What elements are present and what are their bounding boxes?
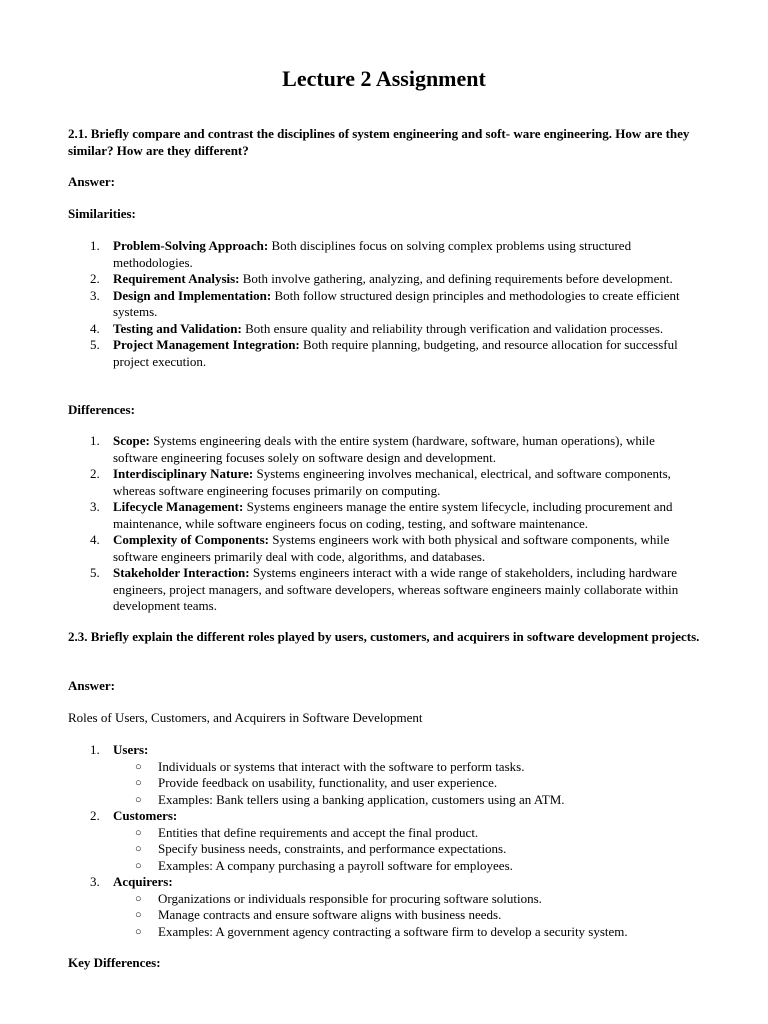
question-2-1: 2.1. Briefly compare and contrast the disciplines of system engineering and soft- ware engineering. How are they similar? How are they different? — [68, 126, 690, 158]
list-text: Systems engineers interact with a wide range of stakeholders, including hardware engineers, project managers, and software developers, whereas software engineers mainly collaborate within development teams. — [113, 565, 679, 613]
list-text: Systems engineers manage the entire system lifecycle, including procurement and maintenance, while software engineers focus on coding, testing, and software maintenance. — [113, 499, 673, 531]
list-term: Testing and Validation: — [113, 320, 242, 336]
circle-bullet-icon: ○ — [135, 843, 142, 855]
similarities-heading: Similarities: — [68, 206, 136, 221]
circle-bullet-icon: ○ — [135, 925, 142, 938]
list-item — [68, 808, 700, 874]
sub-list-item — [113, 775, 700, 792]
circle-bullet-icon: ○ — [135, 826, 142, 839]
list-item — [68, 874, 700, 940]
sub-list-item — [113, 825, 700, 842]
list-term: Customers: — [113, 808, 178, 823]
list-number: 5. — [90, 565, 100, 580]
list-text: Both involve gathering, analyzing, and defining requirements before development. — [239, 271, 673, 286]
list-item — [68, 466, 700, 499]
list-term: Complexity of Components: — [113, 532, 269, 547]
list-number: 1. — [90, 742, 100, 757]
list-number: 2. — [90, 808, 100, 823]
sub-list-text: Examples: A company purchasing a payroll software for employees. — [158, 857, 513, 873]
list-item — [68, 271, 700, 288]
list-number: 4. — [90, 320, 100, 336]
sub-list-item — [113, 891, 700, 908]
sub-list — [113, 891, 700, 941]
list-term: Interdisciplinary Nature: — [113, 466, 254, 481]
circle-bullet-icon: ○ — [135, 760, 142, 773]
list-term: Design and Implementation: — [113, 287, 272, 303]
list-number: 1. — [90, 238, 100, 253]
sub-list-item — [113, 924, 700, 941]
list-item — [68, 532, 700, 565]
sub-list-text: Individuals or systems that interact with the software to perform tasks. — [158, 758, 525, 774]
answer-label-2: Answer: — [68, 678, 115, 693]
list-text: Systems engineering involves mechanical, electrical, and software components, whereas software engineering focuses primarily on computing. — [113, 466, 671, 498]
circle-bullet-icon: ○ — [135, 892, 142, 905]
list-term: Project Management Integration: — [113, 337, 300, 352]
roles-list — [68, 742, 700, 940]
sub-list — [113, 825, 700, 875]
list-text: Both follow structured design principles and methodologies to create efficient systems. — [113, 287, 680, 319]
list-number: 4. — [90, 532, 100, 547]
sub-list-text: Organizations or individuals responsible for procuring software solutions. — [158, 890, 542, 906]
sub-list-text: Entities that define requirements and accept the final product. — [158, 824, 479, 840]
list-number: 2. — [90, 271, 100, 286]
circle-bullet-icon: ○ — [135, 909, 142, 921]
key-differences-heading: Key Differences: — [68, 955, 161, 970]
sub-list-text: Manage contracts and ensure software aligns with business needs. — [158, 907, 502, 922]
list-item — [68, 238, 700, 271]
sub-list-item — [113, 792, 700, 809]
list-number: 5. — [90, 337, 100, 352]
list-text: Both require planning, budgeting, and resource allocation for successful project execution. — [113, 337, 678, 369]
question-2-3: 2.3. Briefly explain the different roles played by users, customers, and acquirers in software development projects. — [68, 629, 700, 644]
list-text: Systems engineering deals with the entire system (hardware, software, human operations), while software engineering focuses solely on software design and development. — [113, 433, 655, 465]
list-item — [68, 321, 700, 338]
list-term: Requirement Analysis: — [113, 271, 240, 286]
list-term: Problem-Solving Approach: — [113, 238, 269, 253]
list-item — [68, 288, 700, 321]
list-number: 3. — [90, 874, 100, 889]
sub-list-item — [113, 759, 700, 776]
circle-bullet-icon: ○ — [135, 859, 142, 872]
list-text: Both ensure quality and reliability through verification and validation processes. — [241, 320, 664, 336]
list-item — [68, 337, 700, 370]
sub-list-text: Examples: Bank tellers using a banking application, customers using an ATM. — [158, 791, 565, 807]
list-term: Users: — [113, 742, 149, 757]
circle-bullet-icon: ○ — [135, 793, 142, 806]
list-number: 1. — [90, 433, 100, 448]
sub-list-item — [113, 907, 700, 924]
list-term: Acquirers: — [113, 874, 173, 889]
sub-list-item — [113, 858, 700, 875]
list-number: 3. — [90, 287, 100, 303]
roles-intro: Roles of Users, Customers, and Acquirers in Software Development — [68, 710, 423, 725]
sub-list-item — [113, 841, 700, 858]
circle-bullet-icon: ○ — [135, 777, 142, 789]
list-number: 3. — [90, 499, 100, 514]
list-term: Scope: — [113, 433, 150, 448]
differences-heading: Differences: — [68, 402, 135, 417]
answer-label-1: Answer: — [68, 174, 115, 189]
list-item — [68, 499, 700, 532]
differences-list — [68, 433, 700, 615]
list-text: Systems engineers work with both physical and software components, while software engineers primarily deal with code, algorithms, and databases. — [113, 532, 670, 564]
similarities-list — [68, 238, 700, 370]
list-item — [68, 433, 700, 466]
list-text: Both disciplines focus on solving complex problems using structured methodologies. — [113, 238, 632, 270]
list-number: 2. — [90, 466, 100, 481]
sub-list-text: Provide feedback on usability, functionality, and user experience. — [158, 775, 498, 790]
sub-list-text: Examples: A government agency contracting a software firm to develop a security system. — [158, 923, 628, 939]
sub-list-text: Specify business needs, constraints, and performance expectations. — [158, 841, 507, 856]
list-term: Lifecycle Management: — [113, 499, 244, 514]
list-term: Stakeholder Interaction: — [113, 565, 250, 580]
list-item — [68, 742, 700, 808]
sub-list — [113, 759, 700, 809]
page-title: Lecture 2 Assignment — [282, 66, 486, 91]
list-item — [68, 565, 700, 615]
